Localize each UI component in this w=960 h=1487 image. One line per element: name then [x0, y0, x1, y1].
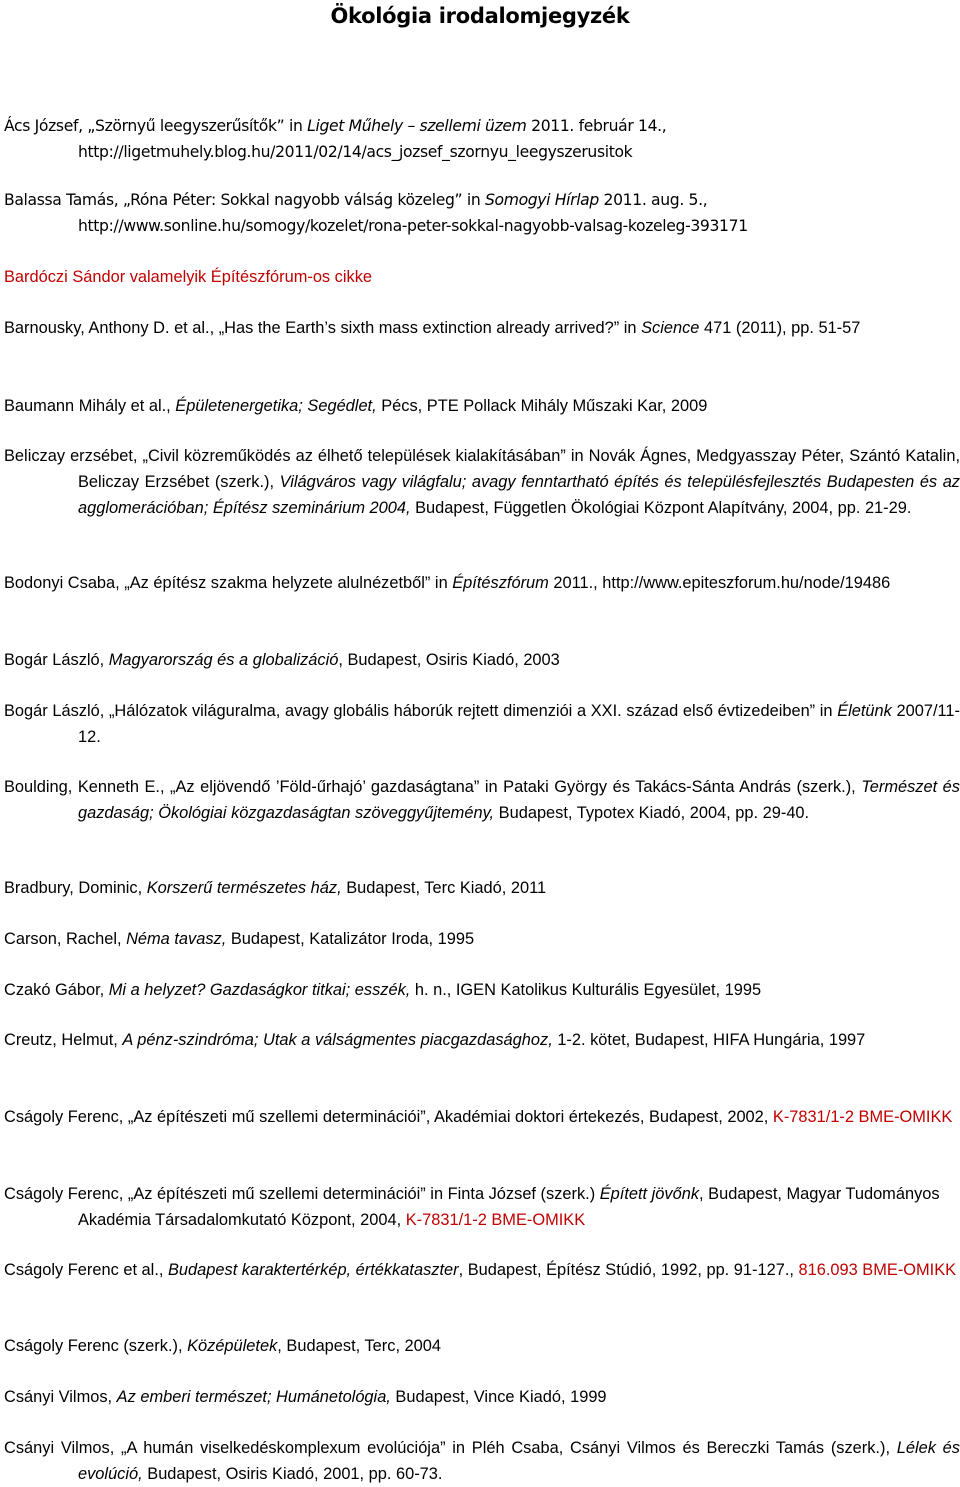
bibliography-entry: Creutz, Helmut, A pénz-szindróma; Utak a válságmentes piacgazdasághoz, 1-2. kötet, Budapest, HIFA Hungária, 1997 [4, 1031, 866, 1049]
bibliography-entry: Barnousky, Anthony D. et al., „Has the Earth’s sixth mass extinction already arrived?” in Science 471 (2011), pp. 51-57 [4, 319, 861, 337]
library-code: K-7831/1-2 BME-OMIKK [772, 1108, 953, 1126]
bibliography-entry: Baumann Mihály et al., Épületenergetika; Segédlet, Pécs, PTE Pollack Mihály Műszaki Kar, 2009 [4, 397, 708, 415]
bibliography-entry: Cságoly Ferenc, „Az építészeti mű szellemi determinációi” in Finta József (szerk.) Épített jövőnk, Budapest, Magyar Tudományos Akadémia Társadalomkutató Központ, 2004, K-7831/1-2 BME-OMIKK [4, 1185, 940, 1229]
page-title: Ökológia irodalomjegyzék [330, 4, 630, 28]
bibliography-entry: Carson, Rachel, Néma tavasz, Budapest, Katalizátor Iroda, 1995 [4, 930, 475, 948]
bibliography-entry: Bodonyi Csaba, „Az építész szakma helyzete alulnézetből” in Építészfórum 2011., http://www.epiteszforum.hu/node/19486 [4, 574, 891, 592]
bibliography-entry: Csányi Vilmos, „A humán viselkedéskomplexum evolúciója” in Pléh Csaba, Csányi Vilmos és Bereczki Tamás (szerk.), Lélek és evolúció, Budapest, Osiris Kiadó, 2001, pp. 60-73. [4, 1439, 960, 1483]
bibliography-entry: Cságoly Ferenc (szerk.), Középületek, Budapest, Terc, 2004 [4, 1337, 442, 1355]
library-code: 816.093 BME-OMIKK [798, 1261, 957, 1279]
bibliography-entry: Beliczay erzsébet, „Civil közreműködés az élhető települések kialakításában” in Novák Ágnes, Medgyasszay Péter, Szántó Katalin, Beliczay Erzsébet (szerk.), Világváros vagy világfalu; avagy fenntartható építés és településfejlesztés Budapesten és az agglomerációban; Építész szeminárium 2004, Budapest, Független Ökológiai Központ Alapítvány, 2004, pp. 21-29. [4, 447, 960, 517]
bibliography-entry: Ács József, „Szörnyű leegyszerűsítők” in Liget Műhely – szellemi üzem 2011. február 14., http://ligetmuhely.blog.hu/2011/02/14/acs_jozsef_szornyu_leegyszerusitok [4, 117, 667, 161]
bibliography-entry: Bogár László, „Hálózatok világuralma, avagy globális háborúk rejtett dimenziói a XXI. század első évtizedeiben” in Életünk 2007/11-12. [4, 702, 960, 746]
bibliography-entry: Bogár László, Magyarország és a globalizáció, Budapest, Osiris Kiadó, 2003 [4, 651, 560, 669]
bibliography-entry: Bardóczi Sándor valamelyik Építészfórum-os cikke [4, 268, 373, 286]
bibliography-entry: Bradbury, Dominic, Korszerű természetes ház, Budapest, Terc Kiadó, 2011 [4, 879, 547, 897]
bibliography-entry: Cságoly Ferenc, „Az építészeti mű szellemi determinációi”, Akadémiai doktori értekezés, Budapest, 2002, K-7831/1-2 BME-OMIKK [4, 1108, 953, 1126]
library-code: K-7831/1-2 BME-OMIKK [405, 1211, 586, 1229]
bibliography-entry: Csányi Vilmos, Az emberi természet; Humánetológia, Budapest, Vince Kiadó, 1999 [4, 1388, 607, 1406]
bibliography-entry: Czakó Gábor, Mi a helyzet? Gazdaságkor titkai; esszék, h. n., IGEN Katolikus Kulturális Egyesület, 1995 [4, 981, 762, 999]
bibliography-entry: Boulding, Kenneth E., „Az eljövendő ’Föld-űrhajó’ gazdaságtana” in Pataki György és Takács-Sánta András (szerk.), Természet és gazdaság; Ökológiai közgazdaságtan szöveggyűjtemény, Budapest, Typotex Kiadó, 2004, pp. 29-40. [4, 778, 960, 822]
bibliography-entry: Cságoly Ferenc et al., Budapest karaktertérkép, értékkataszter, Budapest, Építész Stúdió, 1992, pp. 91-127., 816.093 BME-OMIKK [4, 1261, 957, 1279]
bibliography-entry: Balassa Tamás, „Róna Péter: Sokkal nagyobb válság közeleg” in Somogyi Hírlap 2011. aug. 5., http://www.sonline.hu/somogy/kozelet/rona-peter-sokkal-nagyobb-valsag-kozeleg-393171 [4, 191, 748, 235]
